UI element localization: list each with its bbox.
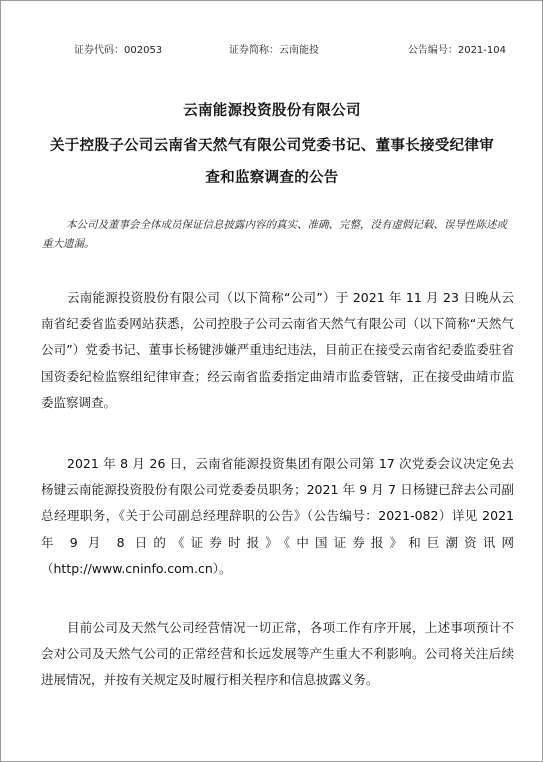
announcement-title-line-2: 查和监察调查的公告 — [205, 170, 339, 186]
document-header — [1, 41, 542, 57]
disclaimer-statement: 本公司及董事会全体成员保证信息披露内容的真实、准确、完整，没有虚假记载、误导性陈述或重大遗漏。 — [42, 219, 507, 250]
body-paragraph-2: 2021 年 8 月 26 日，云南省能源投资集团有限公司第 17 次党委会议决定免去杨键云南能源投资股份有限公司党委委员职务；2021 年 9 月 7 日杨键已辞去公司副总经理职务，《关于公司副总经理辞职的公告》（公告编号：2021-082）详见 2021 年 9 月 8 日的《证券时报》《中国证券报》和巨潮资讯网（http://www.cninfo.com.cn）。 — [41, 456, 514, 576]
stock-code: 证券代码：002053 — [74, 45, 163, 56]
body-paragraph-3: 目前公司及天然气公司经营情况一切正常，各项工作有序开展，上述事项预计不会对公司及天然气公司的正常经营和长远发展等产生重大不利影响。公司将关注后续进展情况，并按有关规定及时履行相关程序和信息披露义务。 — [41, 620, 514, 688]
announcement-number: 公告编号：2021-104 — [407, 45, 506, 56]
announcement-title-line-1: 关于控股子公司云南省天然气有限公司党委书记、董事长接受纪律审 — [50, 138, 494, 154]
company-name-title: 云南能源投资股份有限公司 — [183, 103, 361, 119]
body-paragraph-1: 云南能源投资股份有限公司（以下简称“公司”）于 2021 年 11 月 23 日晚从云南省纪委省监委网站获悉，公司控股子公司云南省天然气有限公司（以下简称“天然气公司”）党委书记、董事长杨键涉嫌严重违纪违法，目前正在接受云南省纪委监委驻省国资委纪检监察组纪律审查；经云南省监委指定曲靖市监委管辖，正在接受曲靖市监委监察调查。 — [41, 290, 514, 410]
stock-abbreviation: 证券简称：云南能投 — [229, 45, 319, 56]
